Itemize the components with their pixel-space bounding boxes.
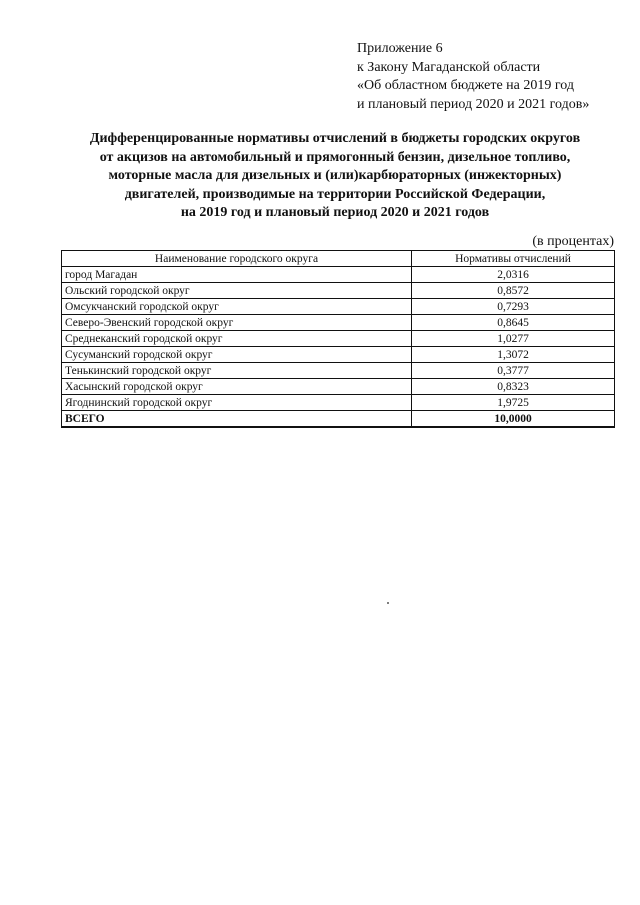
district-name: Хасынский городской округ [62,379,412,395]
district-name: Омсукчанский городской округ [62,299,412,315]
title-line: на 2019 год и плановый период 2020 и 2021 годов [180,205,490,220]
appendix-line: «Об областном бюджете на 2019 год [357,78,574,93]
district-name: Среднеканский городской округ [62,331,412,347]
district-name: Тенькинский городской округ [62,363,412,379]
table-row [62,395,615,411]
total-value: 10,0000 [412,411,615,428]
table-row [62,379,615,395]
header-district-name: Наименование городского округа [62,251,412,267]
unit-note: (в процентах) [532,234,614,249]
appendix-header [357,40,589,114]
table-row [62,299,615,315]
title-line: двигателей, производимые на территории Российской Федерации, [124,186,546,202]
district-name: город Магадан [62,267,412,283]
district-name: Сусуманский городской округ [62,347,412,363]
norm-value: 1,3072 [412,347,615,363]
total-label: ВСЕГО [62,411,412,428]
table-row [62,267,615,283]
norm-value: 0,8323 [412,379,615,395]
table-row [62,363,615,379]
norm-value: 2,0316 [412,267,615,283]
title-line: Дифференцированные нормативы отчислений в бюджеты городских округов [89,131,581,146]
norm-value: 0,8645 [412,315,615,331]
appendix-line: к Закону Магаданской области [357,59,541,75]
district-name: Ольский городской округ [62,283,412,299]
norm-value: 0,8572 [412,283,615,299]
district-name: Ягоднинский городской округ [62,395,412,411]
district-name: Северо-Эвенский городской округ [62,315,412,331]
table-row [62,315,615,331]
norm-value: 1,9725 [412,395,615,411]
table-header-row [62,251,615,267]
norms-table [61,250,615,428]
title-line: от акцизов на автомобильный и прямогонный бензин, дизельное топливо, [99,149,571,165]
scan-speck [387,602,389,604]
document-title [40,130,630,223]
table-total-row [62,411,615,428]
norm-value: 1,0277 [412,331,615,347]
title-line: моторные масла для дизельных и (или)карбюраторных (инжекторных) [108,168,562,183]
appendix-line: и плановый период 2020 и 2021 годов» [357,96,590,112]
norm-value: 0,3777 [412,363,615,379]
appendix-line: Приложение 6 [357,41,443,56]
header-norm-value: Нормативы отчислений [412,251,615,267]
table-row [62,331,615,347]
table-row [62,283,615,299]
table-row [62,347,615,363]
norm-value: 0,7293 [412,299,615,315]
